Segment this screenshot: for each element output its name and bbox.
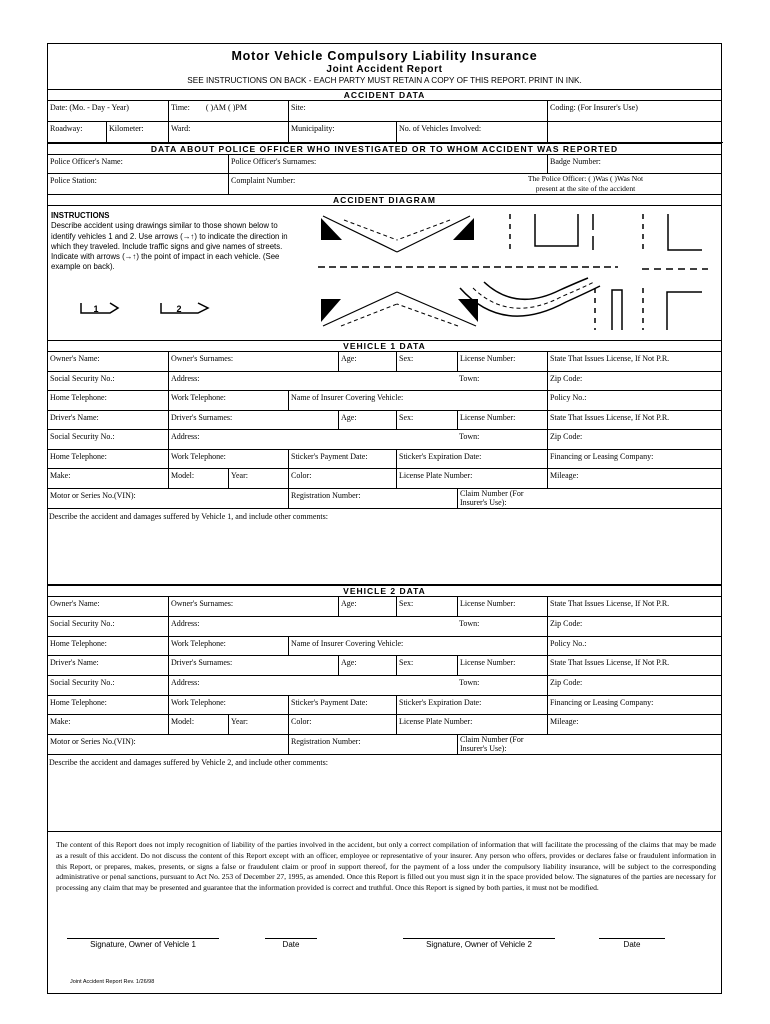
badge-number-field[interactable]: Badge Number: (547, 155, 723, 173)
v1-zip-field[interactable]: Zip Code: (547, 372, 723, 390)
municipality-field[interactable]: Municipality: (288, 122, 396, 142)
v1-driver-sex-field[interactable]: Sex: (396, 411, 457, 429)
officer-surnames-field[interactable]: Police Officer's Surnames: (228, 155, 547, 173)
v1-policy-field[interactable]: Policy No.: (547, 391, 723, 410)
v1-year-field[interactable]: Year: (228, 469, 288, 488)
v2-make-field[interactable]: Make: (50, 717, 71, 726)
v1-claim-label-2: Insurer's Use): (460, 498, 507, 507)
section-accident-data: ACCIDENT DATA (48, 89, 721, 101)
v1-row-phone (48, 391, 721, 411)
v2-driver-license-state-field[interactable]: State That Issues License, If Not P.R. (547, 656, 723, 675)
v1-vin-field[interactable]: Motor or Series No.(VIN): (50, 491, 136, 500)
section-police-officer: DATA ABOUT POLICE OFFICER WHO INVESTIGATED OR TO WHOM ACCIDENT WAS REPORTED (48, 143, 721, 155)
v2-claim-number-field[interactable] (457, 735, 723, 754)
v2-financing-field[interactable]: Financing or Leasing Company: (547, 696, 723, 714)
v2-license-state-field[interactable]: State That Issues License, If Not P.R. (547, 597, 723, 616)
v2-sex-field[interactable]: Sex: (396, 597, 457, 616)
instructions-notice: SEE INSTRUCTIONS ON BACK - EACH PARTY MUST RETAIN A COPY OF THIS REPORT. PRINT IN INK. (187, 76, 582, 85)
v1-sticker-payment-field[interactable]: Sticker's Payment Date: (288, 450, 396, 468)
v2-zip-field[interactable]: Zip Code: (547, 617, 723, 636)
v2-row-make (48, 715, 721, 735)
v1-home-phone-field[interactable]: Home Telephone: (50, 393, 107, 402)
v1-ssn-field[interactable]: Social Security No.: (50, 374, 115, 383)
v1-row-driver (48, 411, 721, 430)
v2-license-number-field[interactable]: License Number: (457, 597, 547, 616)
v1-work-phone-field[interactable]: Work Telephone: (168, 391, 288, 410)
officer-presence-options[interactable]: The Police Officer: ( )Was ( )Was Not (527, 174, 644, 183)
v2-row-phone (48, 637, 721, 656)
v1-color-field[interactable]: Color: (288, 469, 396, 488)
v2-description-field[interactable]: Describe the accident and damages suffered by Vehicle 2, and include other comments: (48, 755, 721, 832)
v1-driver-license-field[interactable]: License Number: (457, 411, 547, 429)
complaint-number-field[interactable]: Complaint Number: (228, 174, 447, 194)
v2-sticker-expiration-field[interactable]: Sticker's Expiration Date: (396, 696, 547, 714)
v1-driver-age-field[interactable]: Age: (338, 411, 396, 429)
v1-mileage-field[interactable]: Mileage: (547, 469, 723, 488)
roadway-field[interactable]: Roadway: (50, 124, 83, 133)
intersection-bottom-icon (321, 278, 702, 330)
v1-row-ssn (48, 372, 721, 391)
v2-driver-surnames-field[interactable]: Driver's Surnames: (168, 656, 338, 675)
form-title: Motor Vehicle Compulsory Liability Insurance (231, 49, 538, 63)
officer-presence-field[interactable] (447, 174, 723, 194)
v2-home-phone-field[interactable]: Home Telephone: (50, 639, 107, 648)
officer-presence-text: present at the site of the accident (535, 183, 636, 193)
v2-ssn-field[interactable]: Social Security No.: (50, 619, 115, 628)
signature-owner-1-line[interactable] (67, 938, 219, 949)
v2-year-field[interactable]: Year: (228, 715, 288, 734)
date-field[interactable]: Date: (Mo. - Day - Year) (50, 103, 129, 112)
date-2-line[interactable] (599, 938, 665, 949)
v1-financing-field[interactable]: Financing or Leasing Company: (547, 450, 723, 468)
v2-driver-sex-field[interactable]: Sex: (396, 656, 457, 675)
police-row-1 (48, 155, 721, 174)
v1-driver-license-state-field[interactable]: State That Issues License, If Not P.R. (547, 411, 723, 429)
v1-driver-zip-field[interactable]: Zip Code: (547, 430, 723, 449)
v1-driver-address-field[interactable]: Address: (168, 430, 457, 449)
date-1-label: Date (282, 940, 300, 949)
v1-license-number-field[interactable]: License Number: (457, 352, 547, 371)
v2-claim-label-2: Insurer's Use): (460, 744, 507, 753)
v2-insurer-field[interactable]: Name of Insurer Covering Vehicle: (288, 637, 547, 655)
v1-license-state-field[interactable]: State That Issues License, If Not P.R. (547, 352, 723, 371)
v2-owner-surnames-field[interactable]: Owner's Surnames: (168, 597, 338, 616)
v2-row-ssn (48, 617, 721, 637)
v1-driver-work-phone-field[interactable]: Work Telephone: (168, 450, 288, 468)
diagram-sketches (48, 206, 723, 340)
v1-plate-field[interactable]: License Plate Number: (396, 469, 547, 488)
signature-owner-1-label: Signature, Owner of Vehicle 1 (90, 940, 196, 949)
v2-row-driver (48, 656, 721, 676)
legal-disclaimer: The content of this Report does not imply recognition of liability of the parties involved in the accident, but only a correct compilation of information that will facilitate the processing of the claims that may be made as a result of this accident. Do not discuss the content of this Report except with an officer, employee or representative of your insurer. Any person who offers, provides or declares false or fraudulent information in this Report, or prepares, makes, presents, or signs a false or fraudulent claim or proof in support thereof, for the payment of a loss under the compulsory liability insurance, will be subject to the corresponding administrative or penal sanctions, pursuant to Act No. 253 of December 27, 1995, as amended. Once this Report is filled out you must sign it in the space provided below. The signatures of the parties are necessary for processing any claim that may be presented and guarantee that the information provided is correct and truthful. Once this Report is signed by both parties, it must not be modified. (56, 840, 716, 893)
vehicle-2-arrow-icon (161, 303, 208, 314)
v2-driver-ssn-field[interactable]: Social Security No.: (50, 678, 115, 687)
v2-claim-label-1: Claim Number (For (460, 735, 524, 744)
v1-row-make (48, 469, 721, 489)
v1-owner-surnames-field[interactable]: Owner's Surnames: (168, 352, 338, 371)
section-vehicle-1: VEHICLE 1 DATA (48, 340, 721, 352)
v1-row-owner (48, 352, 721, 372)
v2-row-owner (48, 597, 721, 617)
v1-registration-field[interactable]: Registration Number: (288, 489, 457, 508)
date-2-label: Date (623, 940, 641, 949)
v1-driver-town-field[interactable]: Town: (459, 432, 480, 441)
v2-model-field[interactable]: Model: (168, 715, 228, 734)
police-station-field[interactable]: Police Station: (50, 176, 97, 185)
v2-driver-age-field[interactable]: Age: (338, 656, 396, 675)
v2-registration-field[interactable]: Registration Number: (288, 735, 457, 754)
kilometer-field[interactable]: Kilometer: (106, 122, 168, 142)
v1-age-field[interactable]: Age: (338, 352, 396, 371)
v2-vin-field[interactable]: Motor or Series No.(VIN): (50, 737, 136, 746)
site-field[interactable]: Site: (288, 101, 547, 121)
v1-row-sticker (48, 450, 721, 469)
coding-field[interactable]: Coding: (For Insurer's Use) (547, 101, 723, 143)
vehicle-1-label: 1 (93, 304, 99, 314)
v2-driver-home-phone-field[interactable]: Home Telephone: (50, 698, 107, 707)
v2-row-vin (48, 735, 721, 755)
v1-driver-surnames-field[interactable]: Driver's Surnames: (168, 411, 338, 429)
vehicle-1-arrow-icon (81, 303, 118, 314)
v1-model-field[interactable]: Model: (168, 469, 228, 488)
v1-address-field[interactable]: Address: (168, 372, 457, 390)
v2-driver-name-field[interactable]: Driver's Name: (50, 658, 99, 667)
ward-field[interactable]: Ward: (168, 122, 288, 142)
v2-color-field[interactable]: Color: (288, 715, 396, 734)
v1-claim-label-1: Claim Number (For (460, 489, 524, 498)
v1-owner-name-field[interactable]: Owner's Name: (50, 354, 100, 363)
section-accident-diagram: ACCIDENT DIAGRAM (48, 194, 721, 206)
v2-owner-name-field[interactable]: Owner's Name: (50, 599, 100, 608)
date-1-line[interactable] (265, 938, 317, 949)
instructions-title: INSTRUCTIONS (51, 211, 110, 220)
joint-accident-report-form (47, 43, 722, 994)
instructions-text: Describe accident using drawings similar to those shown below to identify vehicles 1 and 2. Use arrows (→↑) to indicate the direction in which they traveled. Include traffic signs and give names of streets. Indicate with arrows (→↑) the point of impact in each vehicle. (See example on back). (51, 221, 288, 272)
v2-plate-field[interactable]: License Plate Number: (396, 715, 547, 734)
section-vehicle-2: VEHICLE 2 DATA (48, 585, 721, 597)
v1-driver-ssn-field[interactable]: Social Security No.: (50, 432, 115, 441)
vehicles-involved-field[interactable]: No. of Vehicles Involved: (396, 122, 547, 142)
v1-make-field[interactable]: Make: (50, 471, 71, 480)
v1-insurer-field[interactable]: Name of Insurer Covering Vehicle: (288, 391, 547, 410)
v1-claim-number-field[interactable] (457, 489, 723, 508)
v2-mileage-field[interactable]: Mileage: (547, 715, 723, 734)
police-row-2 (48, 174, 721, 194)
v2-address-field[interactable]: Address: (168, 617, 457, 636)
v2-driver-town-field[interactable]: Town: (459, 678, 480, 687)
officer-name-field[interactable]: Police Officer's Name: (50, 157, 123, 166)
v2-work-phone-field[interactable]: Work Telephone: (168, 637, 288, 655)
v1-driver-name-field[interactable]: Driver's Name: (50, 413, 99, 422)
time-field[interactable] (168, 101, 288, 121)
v1-sex-field[interactable]: Sex: (396, 352, 457, 371)
revision-note: Joint Accident Report Rev. 1/26/98 (70, 979, 155, 985)
v2-sticker-payment-field[interactable]: Sticker's Payment Date: (288, 696, 396, 714)
accident-row-2 (48, 122, 547, 143)
v2-age-field[interactable]: Age: (338, 597, 396, 616)
v1-row-vin (48, 489, 721, 509)
v1-row-driver-ssn (48, 430, 721, 450)
v2-driver-address-field[interactable]: Address: (168, 676, 457, 695)
v2-town-field[interactable]: Town: (459, 619, 480, 628)
time-label: Time: (171, 103, 190, 112)
v1-driver-home-phone-field[interactable]: Home Telephone: (50, 452, 107, 461)
v2-driver-work-phone-field[interactable]: Work Telephone: (168, 696, 288, 714)
v2-row-sticker (48, 696, 721, 715)
intersection-top-icon (321, 214, 702, 252)
v2-policy-field[interactable]: Policy No.: (547, 637, 723, 655)
form-subtitle: Joint Accident Report (326, 64, 443, 75)
v1-sticker-expiration-field[interactable]: Sticker's Expiration Date: (396, 450, 547, 468)
v1-description-field[interactable]: Describe the accident and damages suffered by Vehicle 1, and include other comments: (48, 509, 721, 585)
v2-driver-zip-field[interactable]: Zip Code: (547, 676, 723, 695)
vehicle-2-label: 2 (176, 304, 182, 314)
am-pm-options[interactable]: ( )AM ( )PM (205, 103, 247, 112)
v2-driver-license-field[interactable]: License Number: (457, 656, 547, 675)
signature-owner-2-label: Signature, Owner of Vehicle 2 (426, 940, 532, 949)
v2-row-driver-ssn (48, 676, 721, 696)
signature-owner-2-line[interactable] (403, 938, 555, 949)
v1-town-field[interactable]: Town: (459, 374, 480, 383)
